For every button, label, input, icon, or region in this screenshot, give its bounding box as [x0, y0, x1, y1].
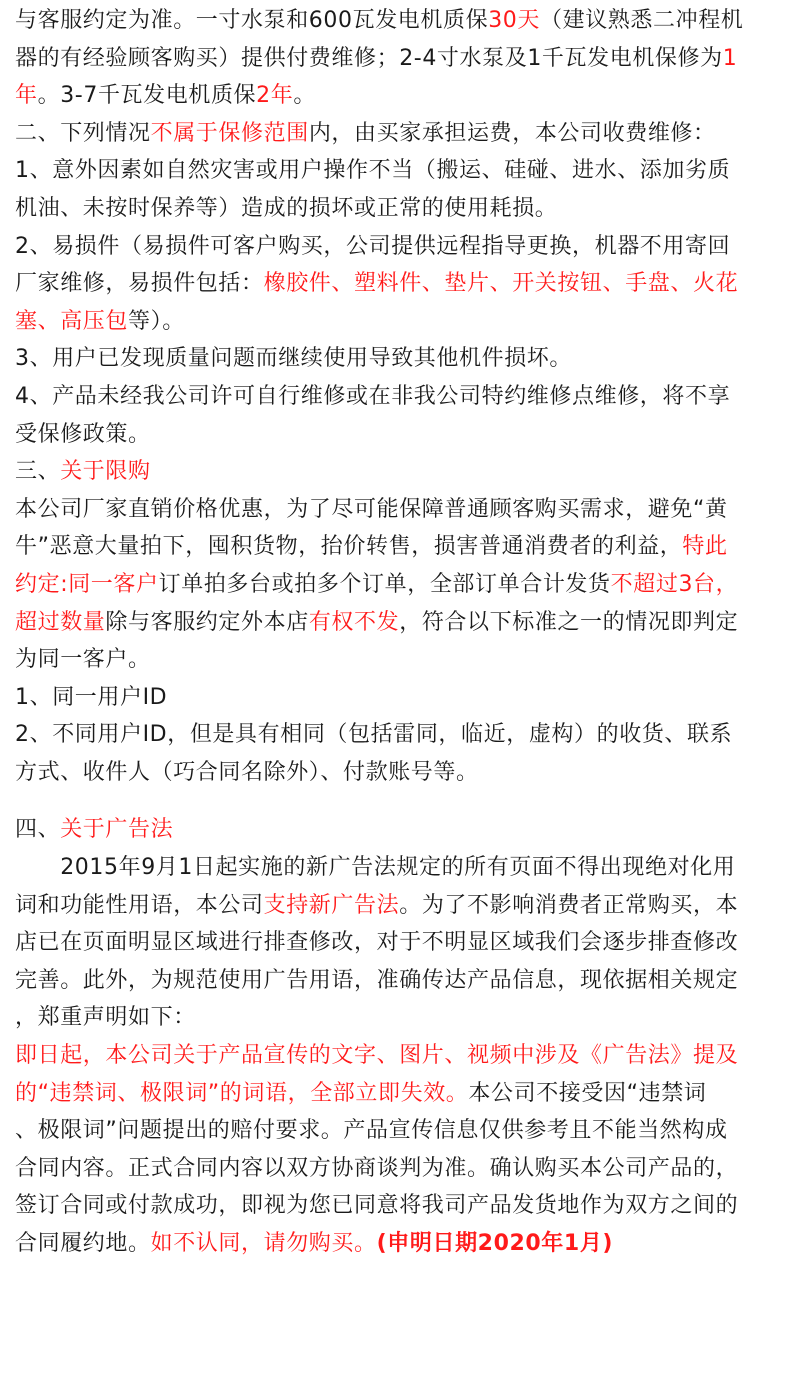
- text-line: [15, 115, 790, 153]
- body-text: 1、同一用户ID: [15, 684, 168, 710]
- highlighted-text: 橡胶件、塑料件、垫片、开关按钮、手盘、火花: [263, 271, 739, 297]
- body-text: 词和功能性用语，本公司: [15, 892, 264, 918]
- text-line: [15, 754, 790, 792]
- text-line: [15, 1037, 790, 1075]
- body-text: 器的有经验顾客购买）提供付费维修；2-4寸水泵及1千瓦发电机保修为: [15, 45, 723, 71]
- highlighted-text: 30天: [488, 8, 540, 33]
- body-text: ，符合以下标准之一的情况即判定: [399, 609, 739, 635]
- highlighted-text: 不属于保修范围: [150, 120, 309, 146]
- body-text: 除与客服约定外本店: [105, 609, 309, 635]
- highlighted-text: 的“违禁词、极限词”的词语，全部立即失效。: [15, 1080, 469, 1106]
- highlighted-text: 即日起，本公司关于产品宣传的文字、图片、视频中涉及《广告法》提及: [15, 1043, 739, 1069]
- body-text: 本公司不接受因“违禁词: [468, 1080, 707, 1106]
- text-line: [15, 924, 790, 962]
- body-text: 签订合同或付款成功，即视为您已同意将我司产品发货地作为双方之间的: [15, 1193, 739, 1219]
- body-text: 为同一客户。: [15, 647, 151, 673]
- body-text: 等）。: [128, 308, 185, 334]
- highlighted-text: (申明日期2020年1月): [376, 1231, 614, 1256]
- body-text: 与客服约定为准。一寸水泵和600瓦发电机质保: [15, 8, 489, 33]
- text-line: [15, 228, 790, 266]
- body-text: 完善。此外，为规范使用广告用语，准确传达产品信息，现依据相关规定: [15, 967, 739, 993]
- text-line: [15, 1187, 790, 1225]
- section-spacer: [15, 791, 790, 811]
- body-text: 方式、收件人（巧合同名除外）、付款账号等。: [15, 759, 479, 785]
- body-text: 合同内容。正式合同内容以双方协商谈判为准。确认购买本公司产品的，: [15, 1155, 739, 1181]
- text-line: [15, 528, 790, 566]
- text-line: [15, 811, 790, 849]
- body-text: 订单拍多台或拍多个订单，全部订单合计发货: [158, 571, 611, 597]
- text-line: [15, 962, 790, 1000]
- body-text: 。: [293, 83, 316, 109]
- text-line: [15, 1225, 790, 1263]
- body-text: 合同履约地。: [15, 1231, 151, 1256]
- highlighted-text: 关于广告法: [60, 817, 174, 843]
- text-line: [15, 887, 790, 925]
- highlighted-text: 1: [722, 45, 738, 71]
- highlighted-text: 年: [15, 83, 38, 109]
- text-line: [15, 152, 790, 190]
- highlighted-text: 支持新广告法: [263, 892, 400, 918]
- text-line: [15, 604, 790, 642]
- body-text: 2、易损件（易损件可客户购买，公司提供远程指导更换，机器不用寄回: [15, 233, 731, 259]
- body-text: 本公司厂家直销价格优惠，为了尽可能保障普通顾客购买需求，避免“黄: [15, 496, 728, 522]
- highlighted-text: 关于限购: [60, 459, 151, 485]
- body-text: 2015年9月1日起实施的新广告法规定的所有页面不得出现绝对化用: [15, 855, 736, 881]
- body-text: 1、意外因素如自然灾害或用户操作不当（搬运、硅碰、进水、添加劣质: [15, 158, 731, 184]
- text-line: [15, 40, 790, 78]
- text-line: [15, 416, 790, 454]
- text-line: [15, 378, 790, 416]
- text-line: [15, 303, 790, 341]
- highlighted-text: 约定:同一客户: [15, 571, 159, 597]
- body-text: 牛”恶意大量拍下，囤积货物，抬价转售，损害普通消费者的利益，: [15, 534, 683, 560]
- body-text: 。3-7千瓦发电机质保: [37, 83, 257, 109]
- text-line: [15, 453, 790, 491]
- highlighted-text: 不超过3台，: [610, 571, 739, 597]
- body-text: 受保修政策。: [15, 421, 151, 447]
- text-line: [15, 2, 790, 40]
- text-line: [15, 77, 790, 115]
- text-line: [15, 566, 790, 604]
- body-text: 2、不同用户ID，但是具有相同（包括雷同，临近，虚构）的收货、联系: [15, 722, 733, 748]
- text-line: [15, 1075, 790, 1113]
- highlighted-text: 塞、高压包: [15, 308, 129, 334]
- text-line: [15, 999, 790, 1037]
- body-text: 三、: [15, 459, 61, 485]
- body-text: 4、产品未经我公司许可自行维修或在非我公司特约维修点维修，将不享: [15, 383, 731, 409]
- body-text: 、极限词”问题提出的赔付要求。产品宣传信息仅供参考且不能当然构成: [15, 1118, 728, 1144]
- text-line: [15, 679, 790, 717]
- text-line: [15, 716, 790, 754]
- text-line: [15, 491, 790, 529]
- highlighted-text: 有权不发: [308, 609, 400, 635]
- body-text: 内，由买家承担运费，本公司收费维修：: [308, 120, 716, 146]
- body-text: 厂家维修，易损件包括：: [15, 271, 264, 297]
- body-text: （建议熟悉二冲程机: [540, 8, 744, 33]
- text-line: [15, 265, 790, 303]
- text-line: [15, 1112, 790, 1150]
- text-line: [15, 849, 790, 887]
- text-line: [15, 641, 790, 679]
- highlighted-text: 超过数量: [15, 609, 106, 635]
- body-text: 机油、未按时保养等）造成的损坏或正常的使用耗损。: [15, 195, 558, 221]
- body-text: 3、用户已发现质量问题而继续使用导致其他机件损坏。: [15, 346, 572, 372]
- warranty-policy-document: [15, 2, 790, 1263]
- text-line: [15, 1150, 790, 1188]
- highlighted-text: 2年: [256, 83, 294, 109]
- body-text: 四、: [15, 817, 61, 843]
- body-text: 。为了不影响消费者正常购买，本: [399, 892, 739, 918]
- body-text: ，郑重声明如下：: [15, 1005, 196, 1031]
- highlighted-text: 特此: [682, 534, 728, 560]
- text-line: [15, 190, 790, 228]
- body-text: 店已在页面明显区域进行排查修改，对于不明显区域我们会逐步排查修改: [15, 930, 739, 956]
- body-text: 二、下列情况: [15, 120, 151, 146]
- highlighted-text: 如不认同，请勿购买。: [150, 1231, 377, 1256]
- text-line: [15, 340, 790, 378]
